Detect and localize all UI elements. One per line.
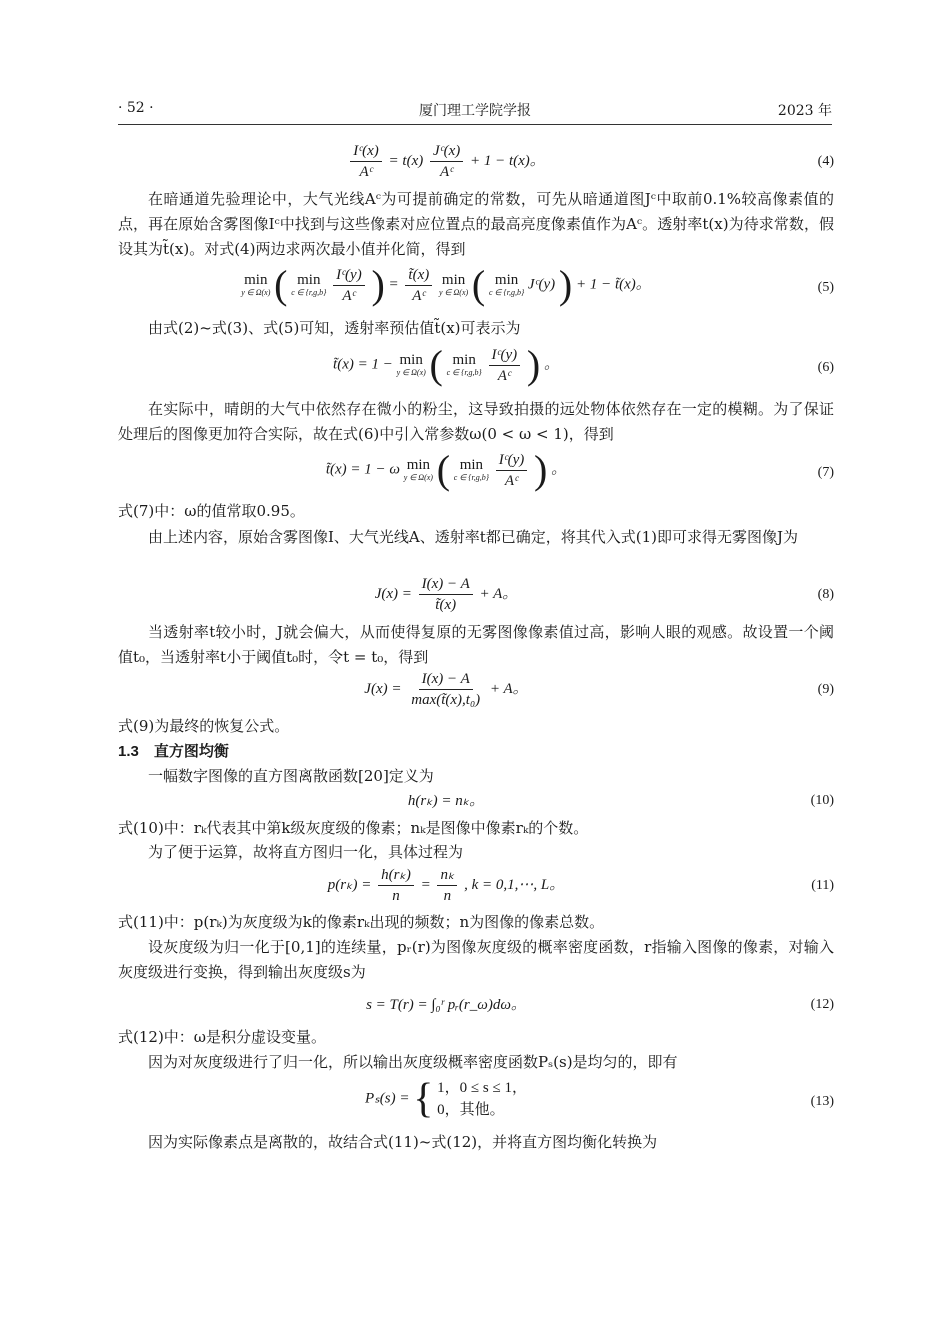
section-heading: 1.3 直方图均衡 <box>118 743 229 760</box>
equation-8: J(x) = $\frac{I(x) - A}{t̃(x)}$ + A。 (8) <box>374 576 834 613</box>
paragraph: 设灰度级为归一化于[0,1]的连续量，pᵣ(r)为图像灰度级的概率密度函数，r指输入图像的像素，对输入灰度级进行变换，得到输出灰度级s为 <box>118 938 834 981</box>
paragraph: 式(9)为最终的恢复公式。 <box>118 717 290 735</box>
equation-11: p(rₖ) = $\frac{\text{h(rₖ)}}{n}$ = $\frac{\text{nₖ}}{n}$ , k = 0,1,⋯, L。 (11) <box>327 867 834 904</box>
equation-10: h(rₖ) = nₖ。 (10) <box>407 793 834 809</box>
paragraph: 由式(2)~式(3)、式(5)可知，透射率预估值t̃(x)可表示为 <box>148 319 521 337</box>
equation-9: J(x) = $\frac{I(x) - A}{\text{max(t̃(x),t₀)}}$ + A。 (9) <box>364 671 834 708</box>
paragraph: 式(7)中：ω的值常取0.95。 <box>118 502 305 520</box>
equation-number: (13) <box>810 1094 834 1109</box>
equation-13: Pₛ(s) = { 1，0 ≤ s ≤ 1， 0，其他。 (13) <box>365 1076 834 1122</box>
page-number: · 52 · <box>118 100 154 116</box>
paragraph: 当透射率t较小时，J就会偏大，从而使得复原的无雾图像像素值过高，影响人眼的观感。故设置一个阈值t₀，当透射率t小于阈值t₀时，令t = t₀，得到 <box>118 623 834 666</box>
equation-number: (7) <box>817 465 834 480</box>
paragraph: 一幅数字图像的直方图离散函数[20]定义为 <box>148 767 434 785</box>
equation-number: (5) <box>817 280 834 295</box>
equation-number: (11) <box>811 878 834 893</box>
equation-number: (4) <box>817 154 834 169</box>
journal-title: 厦门理工学院学报 <box>419 103 531 119</box>
equation-number: (9) <box>817 682 834 697</box>
equation-number: (10) <box>810 793 834 808</box>
equation-4: $\frac{\text{Iᶜ(x)}}{\text{Aᶜ}}$ = t(x) $\frac{\text{Jᶜ(x)}}{\text{Aᶜ}}$ + 1 − t(x)。 (4) <box>118 142 834 182</box>
paragraph: 因为实际像素点是离散的，故结合式(11)~式(12)，并将直方图均衡化转换为 <box>148 1133 658 1151</box>
paragraph: 在实际中，晴朗的大气中依然存在微小的粉尘，这导致拍摄的远处物体依然存在一定的模糊。为了保证处理后的图像更加符合实际，故在式(6)中引入常参数ω(0 < ω < 1)，得到 <box>118 400 834 443</box>
paragraph: 因为对灰度级进行了归一化，所以输出灰度级概率密度函数Pₛ(s)是均匀的，即有 <box>148 1053 678 1071</box>
equation-6: t̃(x) = 1 − min y ∈ Ω(x) ( min c ∈ {r,g,b} $\frac{\text{Iᶜ(y)}}{\text{Aᶜ}}$ ) 。 (6) <box>333 342 834 387</box>
equation-7: t̃(x) = 1 − ω min y ∈ Ω(x) ( min c ∈ {r,g,b} $\frac{\text{Iᶜ(y)}}{\text{Aᶜ}}$ ) 。 (7) <box>325 447 834 492</box>
equation-number: (12) <box>810 997 834 1012</box>
equation-number: (8) <box>817 587 834 602</box>
equation-5: min y ∈ Ω(x) ( min c ∈ {r,g,b} $\frac{\text{Iᶜ(y)}}{\text{Aᶜ}}$ ) = $\frac{t̃(x)}{\text{Aᶜ}}$ min y ∈ Ω(x) ( min c ∈ {r,g,b} Jᶜ(y) ) + 1 − t̃(x)。 (5) <box>241 262 834 307</box>
paragraph: 为了便于运算，故将直方图归一化，具体过程为 <box>148 843 464 861</box>
paragraph: 式(12)中：ω是积分虚设变量。 <box>118 1028 327 1046</box>
equation-12: s = T(r) = ∫₀ʳ pᵣ(r_ω)dω。 (12) <box>366 997 834 1013</box>
paragraph: 在暗通道先验理论中，大气光线Aᶜ为可提前确定的常数，可先从暗通道图Jᶜ中取前0.1%较高像素值的点，再在原始含雾图像Iᶜ中找到与这些像素对应位置点的最高亮度像素值作为Aᶜ。透射率t(x)为待求常数，假设其为t̃(x)。对式(4)两边求两次最小值并化简，得到 <box>118 190 834 258</box>
paragraph: 由上述内容，原始含雾图像I、大气光线A、透射率t都已确定，将其代入式(1)即可求得无雾图像J为 <box>148 528 799 546</box>
year: 2023 年 <box>777 103 832 119</box>
paragraph: 式(10)中：rₖ代表其中第k级灰度级的像素；nₖ是图像中像素rₖ的个数。 <box>118 819 589 837</box>
equation-number: (6) <box>817 360 834 375</box>
paragraph: 式(11)中：p(rₖ)为灰度级为k的像素rₖ出现的频数；n为图像的像素总数。 <box>118 913 605 931</box>
